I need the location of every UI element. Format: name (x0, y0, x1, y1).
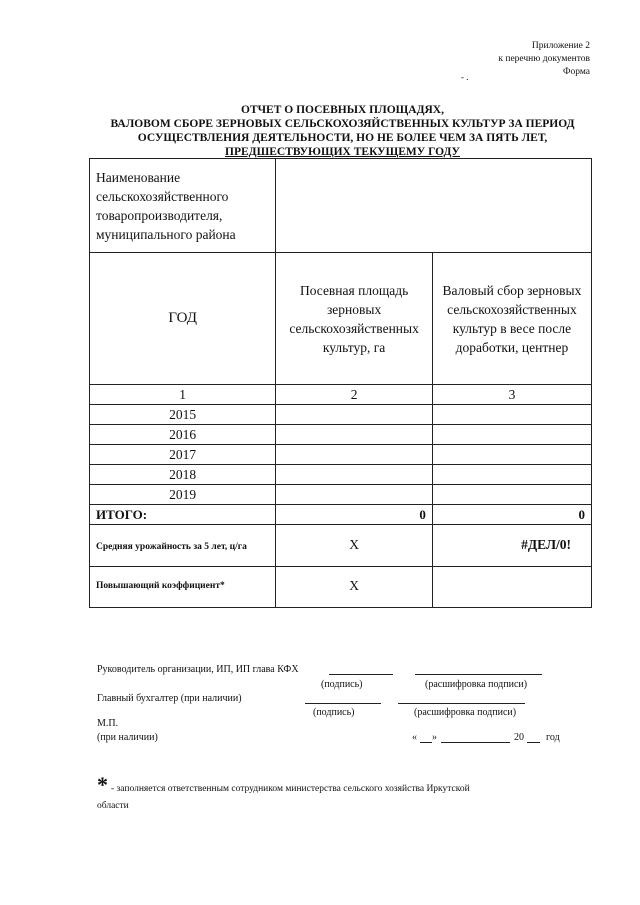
footnote-text: - заполняется ответственным сотрудником министерства сельского хозяйства Иркутской (111, 784, 470, 794)
date-day-line[interactable] (420, 742, 432, 743)
year-row (90, 425, 592, 445)
column-number-3: 3 (432, 385, 591, 405)
gross-harvest-cell[interactable] (432, 425, 591, 445)
footnote-text-continued: области (97, 801, 129, 811)
year-row (90, 485, 592, 505)
head-signature-line[interactable] (329, 674, 393, 675)
appendix-number: Приложение 2 (531, 41, 590, 51)
report-table (89, 158, 592, 608)
sown-area-cell[interactable] (276, 445, 433, 465)
appendix-reference: к перечню документов (498, 54, 590, 64)
year-row (90, 445, 592, 465)
sown-area-cell[interactable] (276, 465, 433, 485)
average-yield-row (90, 525, 592, 567)
sown-area-cell[interactable] (276, 425, 433, 445)
date-year-line[interactable] (527, 742, 540, 743)
coefficient-row (90, 567, 592, 608)
date-year-prefix: 20 (514, 732, 524, 743)
column-number-row (90, 385, 592, 405)
year-row (90, 405, 592, 425)
report-title (70, 103, 615, 159)
gross-harvest-cell[interactable] (432, 405, 591, 425)
column-number-1: 1 (90, 385, 276, 405)
year-cell: 2015 (90, 405, 276, 425)
stamp-note: (при наличии) (97, 732, 158, 743)
title-line-4: ПРЕДШЕСТВУЮЩИХ ТЕКУЩЕМУ ГОДУ (225, 146, 460, 158)
sown-area-cell[interactable] (276, 405, 433, 425)
year-row (90, 465, 592, 485)
coefficient-area-mark: X (276, 567, 433, 608)
year-cell: 2019 (90, 485, 276, 505)
signature-caption-1: (подпись) (321, 679, 363, 690)
head-decode-line[interactable] (415, 674, 542, 675)
date-close-quote: » (432, 732, 437, 743)
date-year-suffix: год (546, 732, 560, 743)
coefficient-label: Повышающий коэффициент* (90, 567, 276, 608)
total-sown-area: 0 (276, 505, 433, 525)
title-line-2: ВАЛОВОМ СБОРЕ ЗЕРНОВЫХ СЕЛЬСКОХОЗЯЙСТВЕННЫХ КУЛЬТУР ЗА ПЕРИОД (110, 118, 575, 130)
stray-mark: - . (461, 72, 469, 82)
accountant-signature-label: Главный бухгалтер (при наличии) (97, 693, 242, 704)
sown-area-cell[interactable] (276, 485, 433, 505)
head-signature-label: Руководитель организации, ИП, ИП глава КФХ (97, 664, 299, 675)
decode-caption-2: (расшифровка подписи) (414, 707, 517, 718)
gross-harvest-column-header: Валовый сбор зерновых сельскохозяйственных культур в весе после доработки, центнер (432, 253, 591, 385)
title-line-1: ОТЧЕТ О ПОСЕВНЫХ ПЛОЩАДЯХ, (241, 104, 444, 116)
column-header-row (90, 253, 592, 385)
title-line-3: ОСУЩЕСТВЛЕНИЯ ДЕЯТЕЛЬНОСТИ, НО НЕ БОЛЕЕ ЧЕМ ЗА ПЯТЬ ЛЕТ, (137, 132, 548, 144)
total-label: ИТОГО: (90, 505, 276, 525)
footnote-asterisk: * (97, 772, 108, 797)
gross-harvest-cell[interactable] (432, 465, 591, 485)
accountant-signature-line[interactable] (305, 703, 381, 704)
form-label: Форма (562, 67, 590, 77)
year-cell: 2016 (90, 425, 276, 445)
signature-caption-2: (подпись) (313, 707, 355, 718)
average-yield-value: #ДЕЛ/0! (432, 525, 591, 567)
gross-harvest-cell[interactable] (432, 485, 591, 505)
total-row (90, 505, 592, 525)
producer-name-label: Наименование сельскохозяйственного товаропроизводителя, муниципального района (90, 159, 276, 253)
year-cell: 2018 (90, 465, 276, 485)
accountant-decode-line[interactable] (398, 703, 525, 704)
gross-harvest-cell[interactable] (432, 445, 591, 465)
year-column-header: ГОД (90, 253, 276, 385)
sown-area-column-header: Посевная площадь зерновых сельскохозяйственных культур, га (276, 253, 433, 385)
total-gross-harvest: 0 (432, 505, 591, 525)
year-cell: 2017 (90, 445, 276, 465)
producer-name-field[interactable] (276, 159, 592, 253)
column-number-2: 2 (276, 385, 433, 405)
coefficient-value-cell[interactable] (432, 567, 591, 608)
date-month-line[interactable] (441, 742, 510, 743)
stamp-label: М.П. (97, 718, 119, 729)
decode-caption-1: (расшифровка подписи) (425, 679, 528, 690)
average-yield-area-mark: X (276, 525, 433, 567)
name-row (90, 159, 592, 253)
average-yield-label: Средняя урожайность за 5 лет, ц/га (90, 525, 276, 567)
date-open-quote: « (412, 732, 417, 743)
